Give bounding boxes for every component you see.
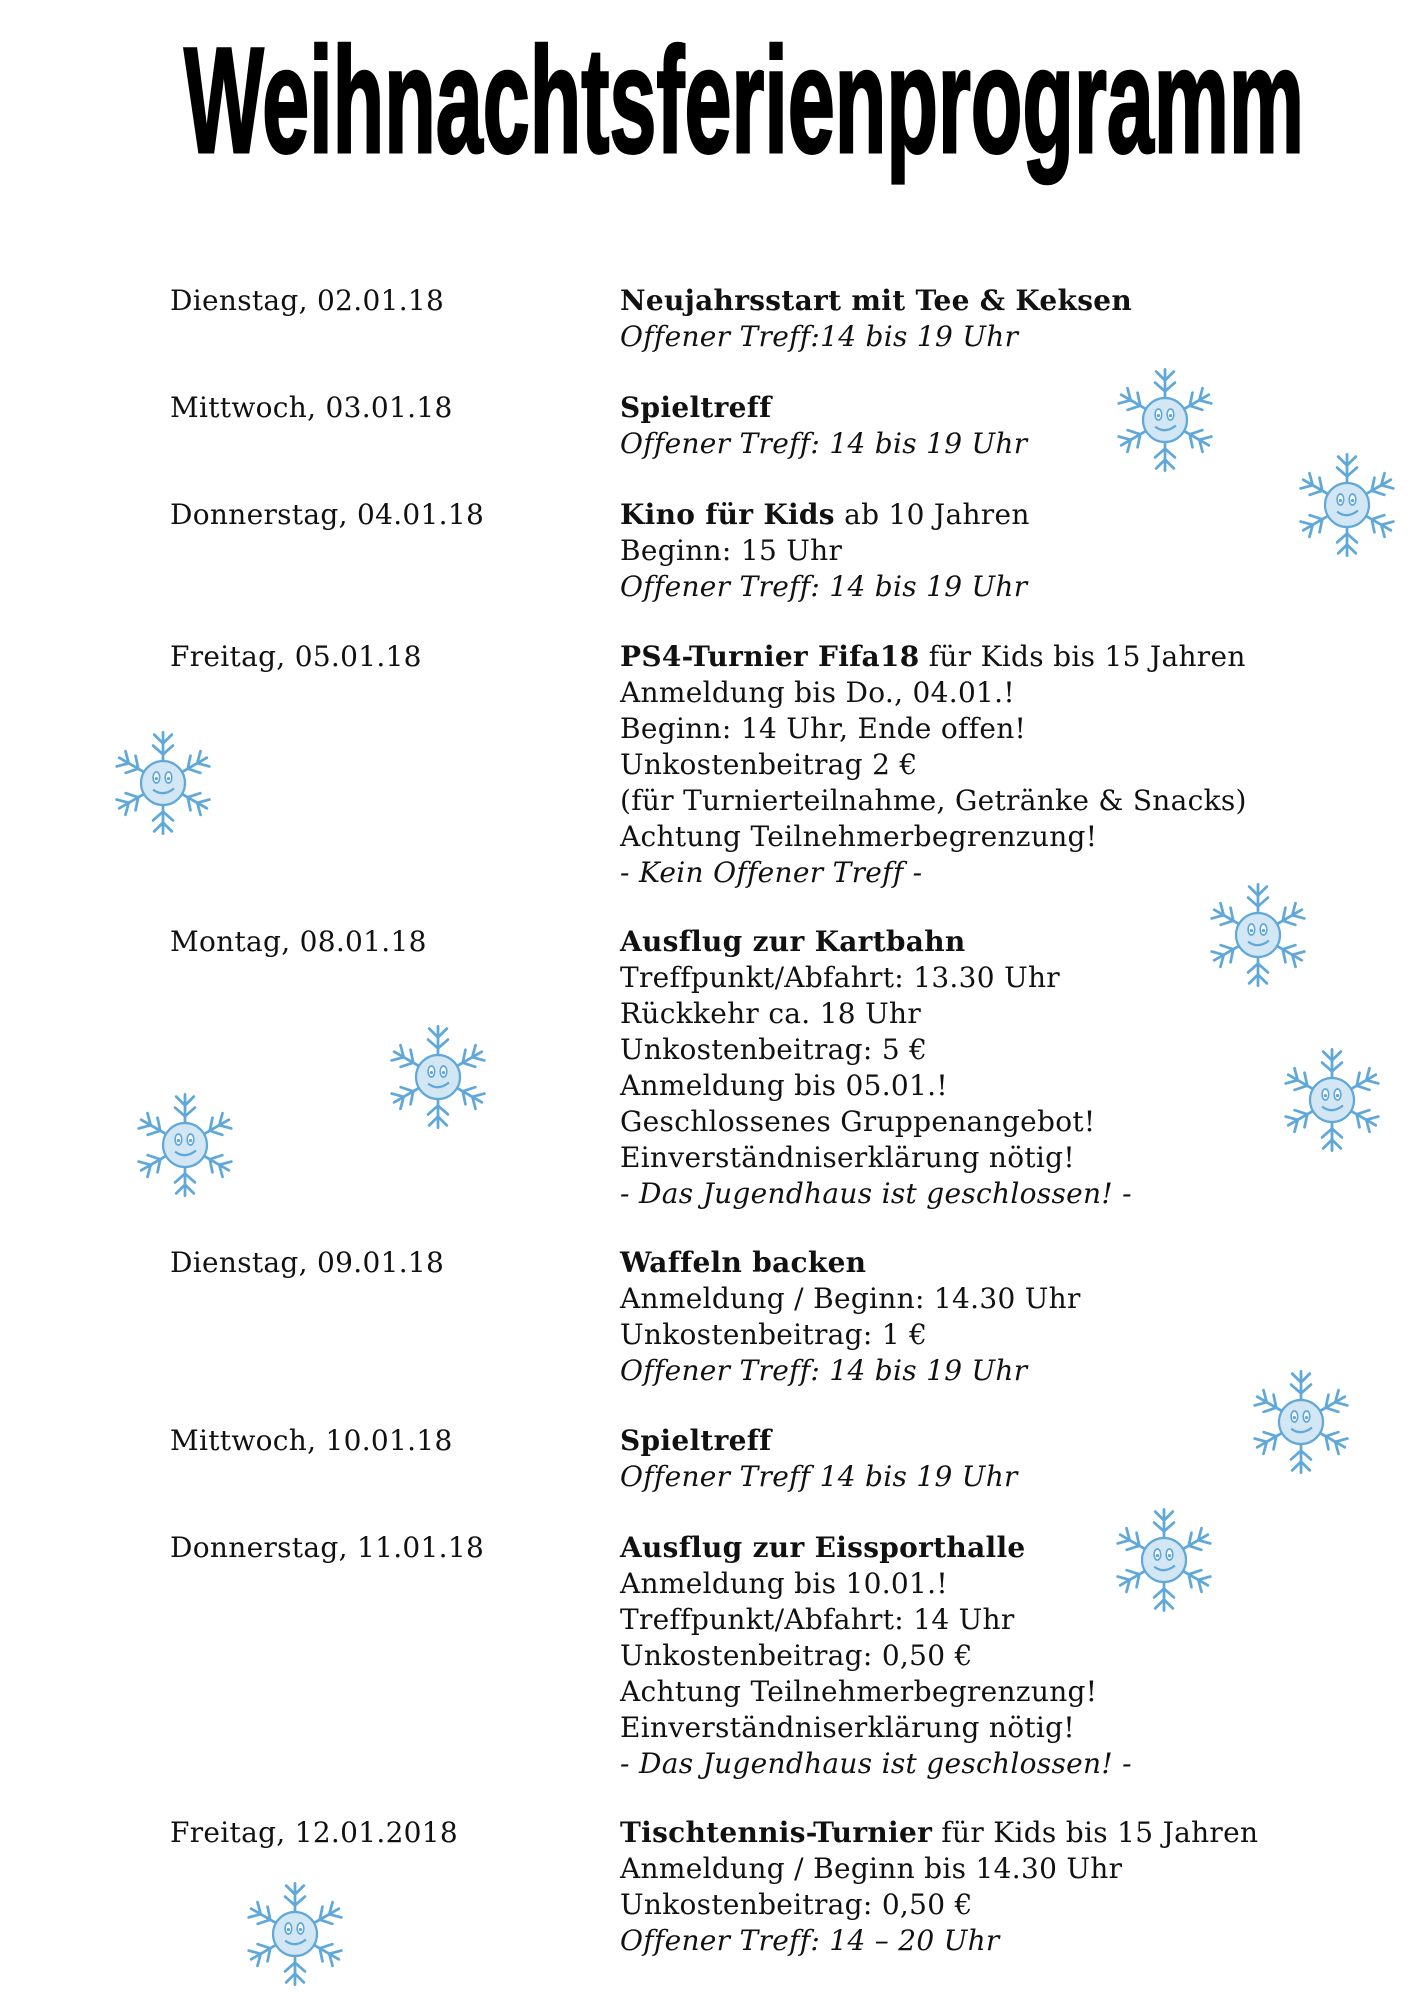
snowflake-smiley-icon xyxy=(130,1090,240,1200)
event-details xyxy=(620,1245,1081,1389)
event-title: Neujahrsstart mit Tee & Keksen xyxy=(620,284,1133,317)
event-date: Dienstag, 09.01.18 xyxy=(170,1246,445,1279)
event-title-suffix: für Kids bis 15 Jahren xyxy=(919,640,1246,673)
event-detail-line: Anmeldung bis Do., 04.01.! xyxy=(620,676,1015,709)
event-date: Mittwoch, 03.01.18 xyxy=(170,391,453,424)
event-date: Donnerstag, 04.01.18 xyxy=(170,498,485,531)
event-detail-line: Unkostenbeitrag: 1 € xyxy=(620,1318,928,1351)
event-date: Donnerstag, 11.01.18 xyxy=(170,1531,485,1564)
event-detail-line: Offener Treff: 14 bis 19 Uhr xyxy=(620,427,1028,460)
event-detail-line: - Kein Offener Treff - xyxy=(620,856,923,889)
event-details xyxy=(620,497,1030,605)
event-detail-line: Rückkehr ca. 18 Uhr xyxy=(620,997,922,1030)
event-detail-line: Beginn: 14 Uhr, Ende offen! xyxy=(620,712,1027,745)
event-details xyxy=(620,1530,1132,1782)
event-detail-line: Unkostenbeitrag: 0,50 € xyxy=(620,1639,973,1672)
event-detail-line: Offener Treff: 14 bis 19 Uhr xyxy=(620,570,1028,603)
event-detail-line: - Das Jugendhaus ist geschlossen! - xyxy=(620,1747,1132,1780)
snowflake-smiley-icon xyxy=(1110,365,1220,475)
event-detail-line: Offener Treff: 14 bis 19 Uhr xyxy=(620,1354,1028,1387)
event-detail-line: Unkostenbeitrag 2 € xyxy=(620,748,918,781)
event-title-line xyxy=(620,924,1132,960)
event-detail-line: Anmeldung bis 10.01.! xyxy=(620,1567,948,1600)
event-title: Spieltreff xyxy=(620,391,772,424)
event-title-line xyxy=(620,639,1247,675)
event-title-suffix: für Kids bis 15 Jahren xyxy=(932,1816,1259,1849)
snowflake-smiley-icon xyxy=(1277,1045,1387,1155)
event-title: Waffeln backen xyxy=(620,1246,867,1279)
event-title-line xyxy=(620,1815,1258,1851)
snowflake-smiley-icon xyxy=(1109,1505,1219,1615)
snowflake-smiley-icon xyxy=(108,728,218,838)
event-details xyxy=(620,390,1027,462)
event-title-line xyxy=(620,497,1030,533)
event-title-line xyxy=(620,283,1132,319)
snowflake-smiley-icon xyxy=(1246,1367,1356,1477)
event-detail-line: Anmeldung / Beginn bis 14.30 Uhr xyxy=(620,1852,1123,1885)
event-title: Kino für Kids xyxy=(620,498,835,531)
event-detail-line: Offener Treff:14 bis 19 Uhr xyxy=(620,320,1019,353)
event-title-line xyxy=(620,1245,1081,1281)
event-title-line xyxy=(620,1530,1132,1566)
page-title-text: Weihnachtsferienprogramm xyxy=(184,16,1304,184)
event-detail-line: (für Turnierteilnahme, Getränke & Snacks) xyxy=(620,784,1247,817)
snowflake-smiley-icon xyxy=(1292,450,1402,560)
event-detail-line: Offener Treff 14 bis 19 Uhr xyxy=(620,1460,1018,1493)
event-detail-line: Einverständniserklärung nötig! xyxy=(620,1711,1075,1744)
event-title: PS4-Turnier Fifa18 xyxy=(620,640,920,673)
snowflake-smiley-icon xyxy=(1203,880,1313,990)
event-title-suffix: ab 10 Jahren xyxy=(834,498,1030,531)
event-title-line xyxy=(620,390,1027,426)
event-date: Mittwoch, 10.01.18 xyxy=(170,1424,453,1457)
event-detail-line: Treffpunkt/Abfahrt: 13.30 Uhr xyxy=(620,961,1060,994)
event-detail-line: Geschlossenes Gruppenangebot! xyxy=(620,1105,1096,1138)
event-title: Spieltreff xyxy=(620,1424,772,1457)
event-details xyxy=(620,639,1247,891)
event-details xyxy=(620,283,1132,355)
event-date: Montag, 08.01.18 xyxy=(170,925,427,958)
event-detail-line: Treffpunkt/Abfahrt: 14 Uhr xyxy=(620,1603,1015,1636)
event-date: Dienstag, 02.01.18 xyxy=(170,284,445,317)
event-details xyxy=(620,1815,1258,1959)
event-detail-line: Einverständniserklärung nötig! xyxy=(620,1141,1075,1174)
event-detail-line: Unkostenbeitrag: 5 € xyxy=(620,1033,928,1066)
event-detail-line: Offener Treff: 14 – 20 Uhr xyxy=(620,1924,1000,1957)
event-detail-line: Achtung Teilnehmerbegrenzung! xyxy=(620,820,1098,853)
event-detail-line: Unkostenbeitrag: 0,50 € xyxy=(620,1888,973,1921)
event-title-line xyxy=(620,1423,1018,1459)
event-title: Tischtennis-Turnier xyxy=(620,1816,933,1849)
event-title: Ausflug zur Eissporthalle xyxy=(620,1531,1026,1564)
event-detail-line: Achtung Teilnehmerbegrenzung! xyxy=(620,1675,1098,1708)
snowflake-smiley-icon xyxy=(383,1022,493,1132)
snowflake-smiley-icon xyxy=(240,1879,350,1989)
event-detail-line: Anmeldung bis 05.01.! xyxy=(620,1069,948,1102)
event-date: Freitag, 12.01.2018 xyxy=(170,1816,459,1849)
event-details xyxy=(620,924,1132,1212)
event-detail-line: Anmeldung / Beginn: 14.30 Uhr xyxy=(620,1282,1081,1315)
event-detail-line: Beginn: 15 Uhr xyxy=(620,534,843,567)
event-details xyxy=(620,1423,1018,1495)
event-title: Ausflug zur Kartbahn xyxy=(620,925,966,958)
event-date: Freitag, 05.01.18 xyxy=(170,640,422,673)
event-detail-line: - Das Jugendhaus ist geschlossen! - xyxy=(620,1177,1132,1210)
